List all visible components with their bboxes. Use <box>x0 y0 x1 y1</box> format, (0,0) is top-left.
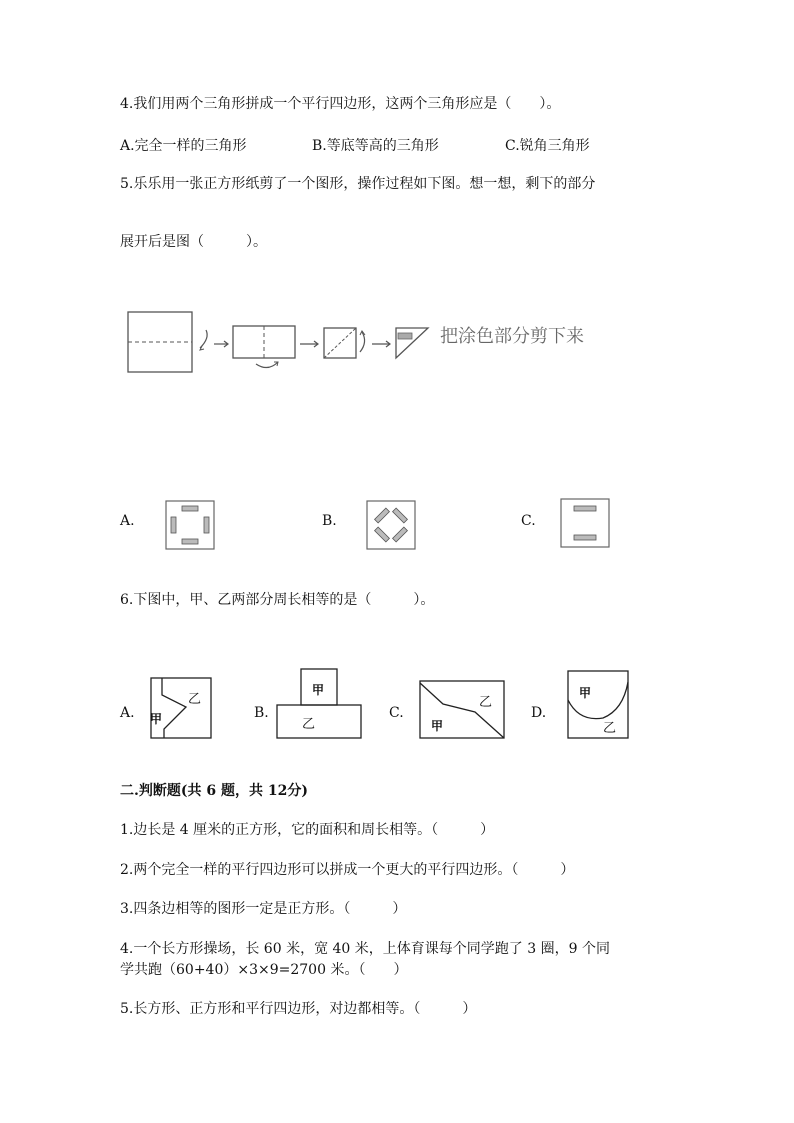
q6-option-d-label: D. <box>531 705 547 721</box>
q4-option-c: C.锐角三角形 <box>505 138 590 154</box>
q5-option-b-label: B. <box>322 513 337 529</box>
q6-option-a-label: A. <box>120 705 135 721</box>
q5-option-c-figure <box>560 498 610 548</box>
q5-option-a-figure <box>165 500 215 550</box>
q6-stem: 6.下图中，甲、乙两部分周长相等的是（ ）。 <box>120 592 435 608</box>
q4-stem: 4.我们用两个三角形拼成一个平行四边形，这两个三角形应是（ ）。 <box>120 96 561 112</box>
part-jia-label: 甲 <box>579 686 592 700</box>
process-caption: 把涂色部分剪下来 <box>440 326 584 347</box>
judgement-item-4-line2: 学共跑（60+40）×3×9=2700 米。（ ） <box>120 962 408 978</box>
shaded-cut-part <box>398 333 412 339</box>
curved-arrow-icon <box>360 332 365 352</box>
step3-fold-line <box>324 328 356 358</box>
q6-option-b-figure <box>276 668 364 740</box>
q5-stem-line1: 5.乐乐用一张正方形纸剪了一个图形，操作过程如下图。想一想，剩下的部分 <box>120 176 596 192</box>
curved-arrow-icon <box>200 330 207 348</box>
q6-option-c-figure <box>419 680 507 740</box>
q5-stem-line2: 展开后是图（ ）。 <box>120 234 267 250</box>
step4-triangle <box>396 328 428 358</box>
judgement-item-4-line1: 4.一个长方形操场，长 60 米，宽 40 米，上体育课每个同学跑了 3 圈，9 个同 <box>120 941 610 957</box>
q5-option-b-figure <box>366 500 416 550</box>
q6-option-a-figure <box>150 677 212 739</box>
q5-option-a-label: A. <box>120 513 135 529</box>
q6-option-d-figure <box>567 670 629 740</box>
part-jia-label: 甲 <box>150 712 163 726</box>
q6-option-b-label: B. <box>254 705 269 721</box>
judgement-item-3: 3.四条边相等的图形一定是正方形。（ ） <box>120 901 407 917</box>
folding-process-figure <box>120 300 620 390</box>
judgement-item-2: 2.两个完全一样的平行四边形可以拼成一个更大的平行四边形。（ ） <box>120 862 575 878</box>
q4-option-a: A.完全一样的三角形 <box>120 138 247 154</box>
part-yi-label: 乙 <box>188 692 202 707</box>
q5-option-c-label: C. <box>521 513 536 529</box>
part-yi-label: 乙 <box>479 695 493 710</box>
part-jia-label: 甲 <box>312 683 325 697</box>
curved-arrow-icon <box>256 362 278 368</box>
judgement-item-1: 1.边长是 4 厘米的正方形，它的面积和周长相等。（ ） <box>120 822 495 838</box>
part-yi-label: 乙 <box>603 721 617 736</box>
part-jia-label: 甲 <box>431 719 444 733</box>
q4-option-b: B.等底等高的三角形 <box>312 138 439 154</box>
section2-heading: 二.判断题(共 6 题，共 12分) <box>120 783 308 799</box>
part-yi-label: 乙 <box>302 717 316 732</box>
q6-option-c-label: C. <box>389 705 404 721</box>
judgement-item-5: 5.长方形、正方形和平行四边形，对边都相等。（ ） <box>120 1001 477 1017</box>
